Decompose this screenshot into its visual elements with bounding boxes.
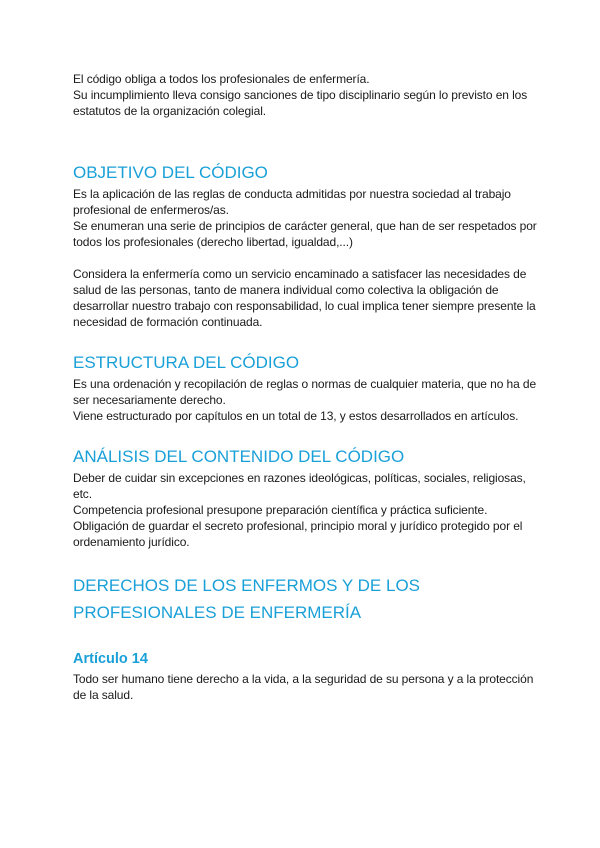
heading-line: PROFESIONALES DE ENFERMERÍA: [73, 603, 362, 622]
estructura-paragraph: [73, 376, 553, 424]
text-line: salud de las personas, tanto de manera individual como colectiva la obligación de: [73, 283, 499, 297]
text-line: Su incumplimiento lleva consigo sanciones de tipo disciplinario según lo previsto en los: [73, 88, 528, 102]
text-line: Se enumeran una serie de principios de carácter general, que han de ser respetados por: [73, 219, 537, 233]
section-heading-objetivo: OBJETIVO DEL CÓDIGO: [73, 163, 268, 182]
section-heading-analisis: ANÁLISIS DEL CONTENIDO DEL CÓDIGO: [73, 447, 405, 466]
text-line: Es una ordenación y recopilación de reglas o normas de cualquier materia, que no ha de: [73, 377, 537, 391]
objetivo-paragraph-1: [73, 186, 553, 250]
intro-paragraph: [73, 71, 553, 119]
section-heading-derechos: [73, 572, 553, 626]
text-line: de la salud.: [73, 688, 134, 702]
article-heading-14: Artículo 14: [73, 651, 148, 667]
text-line: necesidad de formación continuada.: [73, 315, 263, 329]
text-line: Todo ser humano tiene derecho a la vida, a la seguridad de su persona y a la protección: [73, 672, 534, 686]
text-line: estatutos de la organización colegial.: [73, 104, 266, 118]
text-line: Competencia profesional presupone preparación científica y práctica suficiente.: [73, 503, 488, 517]
text-line: ordenamiento jurídico.: [73, 535, 190, 549]
article-14-paragraph: [73, 671, 553, 703]
text-line: ser necesariamente derecho.: [73, 393, 226, 407]
text-line: Es la aplicación de las reglas de conducta admitidas por nuestra sociedad al trabajo: [73, 187, 511, 201]
objetivo-paragraph-2: [73, 266, 553, 330]
text-line: etc.: [73, 487, 92, 501]
text-line: Viene estructurado por capítulos en un total de 13, y estos desarrollados en artículos.: [73, 409, 519, 423]
text-line: El código obliga a todos los profesionales de enfermería.: [73, 72, 370, 86]
analisis-paragraph: [73, 470, 553, 550]
text-line: Obligación de guardar el secreto profesional, principio moral y jurídico protegido por el: [73, 519, 523, 533]
text-line: desarrollar nuestro trabajo con responsabilidad, lo cual implica tener siempre presente la: [73, 299, 536, 313]
text-line: Considera la enfermería como un servicio encaminado a satisfacer las necesidades de: [73, 267, 527, 281]
text-line: Deber de cuidar sin excepciones en razones ideológicas, políticas, sociales, religiosas,: [73, 471, 526, 485]
text-line: todos los profesionales (derecho libertad, igualdad,...): [73, 235, 353, 249]
heading-line: DERECHOS DE LOS ENFERMOS Y DE LOS: [73, 576, 421, 595]
document-page: [73, 71, 553, 703]
section-heading-estructura: ESTRUCTURA DEL CÓDIGO: [73, 353, 300, 372]
text-line: profesional de enfermeros/as.: [73, 203, 229, 217]
